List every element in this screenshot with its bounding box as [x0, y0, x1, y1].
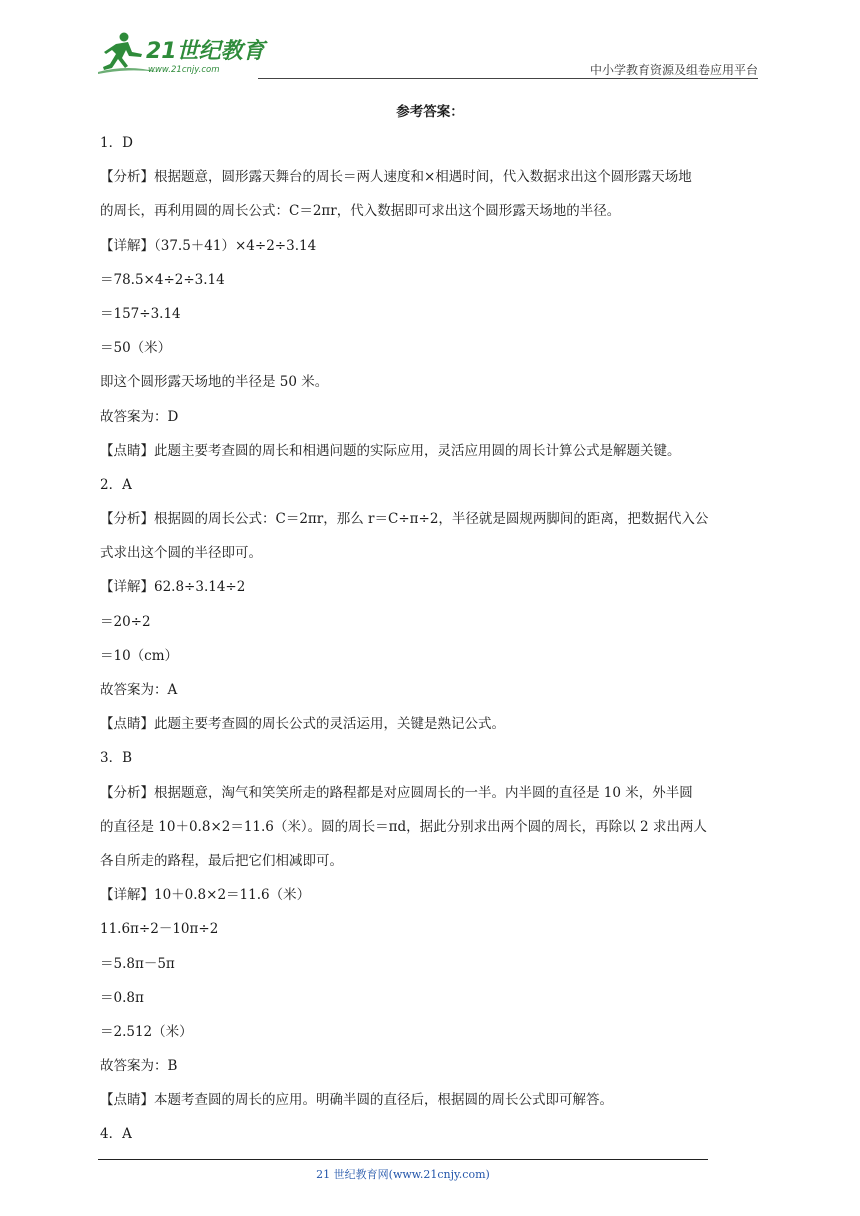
- text-line: 4．A: [100, 1126, 132, 1143]
- answer-lines: [100, 126, 760, 1152]
- text-line: 【详解】62.8÷3.14÷2: [100, 579, 246, 596]
- platform-name: 中小学教育资源及组卷应用平台: [589, 63, 758, 77]
- svg-text:www.21cnjy.com: www.21cnjy.com: [148, 65, 220, 75]
- text-line: ＝10（cm）: [100, 647, 179, 664]
- header-divider: [258, 78, 758, 79]
- footer-text: 21 世纪教育网(www.21cnjy.com): [316, 1168, 490, 1181]
- text-line: ＝2.512（米）: [100, 1023, 193, 1040]
- text-line: ＝157÷3.14: [100, 305, 181, 322]
- text-line: 即这个圆形露天场地的半径是 50 米。: [100, 374, 329, 391]
- text-line: 11.6π÷2－10π÷2: [100, 921, 219, 938]
- text-line: 【点睛】本题考查圆的周长的应用。明确半圆的直径后，根据圆的周长公式即可解答。: [100, 1092, 613, 1109]
- text-line: ＝50（米）: [100, 340, 172, 357]
- page-title: 参考答案：: [396, 104, 464, 120]
- text-line: ＝78.5×4÷2÷3.14: [100, 271, 225, 288]
- text-line: 各自所走的路程，最后把它们相减即可。: [100, 852, 343, 869]
- text-line: 【分析】根据题意，圆形露天舞台的周长＝两人速度和×相遇时间，代入数据求出这个圆形露天场地: [100, 169, 692, 186]
- site-logo: [98, 28, 268, 78]
- text-line: ＝5.8π－5π: [100, 955, 175, 972]
- text-line: 故答案为：A: [100, 682, 178, 698]
- text-line: 【详解】10＋0.8×2＝11.6（米）: [100, 887, 311, 904]
- svg-text:21世纪教育: 21世纪教育: [146, 39, 265, 64]
- text-line: 的直径是 10＋0.8×2＝11.6（米）。圆的周长＝πd，据此分别求出两个圆的周长，再除以 2 求出两人: [100, 818, 707, 835]
- text-line: 2．A: [100, 476, 132, 493]
- text-line: ＝0.8π: [100, 989, 144, 1006]
- answer-content: [100, 100, 760, 1152]
- page-header: [98, 28, 758, 78]
- text-line: 【点睛】此题主要考查圆的周长和相遇问题的实际应用，灵活应用圆的周长计算公式是解题关键。: [100, 442, 681, 459]
- text-line: 【分析】根据题意，淘气和笑笑所走的路程都是对应圆周长的一半。内半圆的直径是 10 米，外半圆: [100, 784, 693, 801]
- text-line: ＝20÷2: [100, 613, 151, 630]
- text-line: 3．B: [100, 750, 133, 767]
- text-line: 【点睛】此题主要考查圆的周长公式的灵活运用，关键是熟记公式。: [100, 716, 505, 733]
- text-line: 故答案为：D: [100, 408, 179, 425]
- text-line: 的周长，再利用圆的周长公式：C＝2πr，代入数据即可求出这个圆形露天场地的半径。: [100, 203, 621, 220]
- footer-divider: [98, 1159, 708, 1160]
- text-line: 式求出这个圆的半径即可。: [100, 545, 262, 562]
- text-line: 【详解】（37.5＋41）×4÷2÷3.14: [100, 237, 317, 254]
- text-line: 1．D: [100, 135, 133, 151]
- text-line: 故答案为：B: [100, 1058, 178, 1075]
- text-line: 【分析】根据圆的周长公式：C＝2πr，那么 r＝C÷π÷2，半径就是圆规两脚间的距离，把数据代入公: [100, 511, 709, 528]
